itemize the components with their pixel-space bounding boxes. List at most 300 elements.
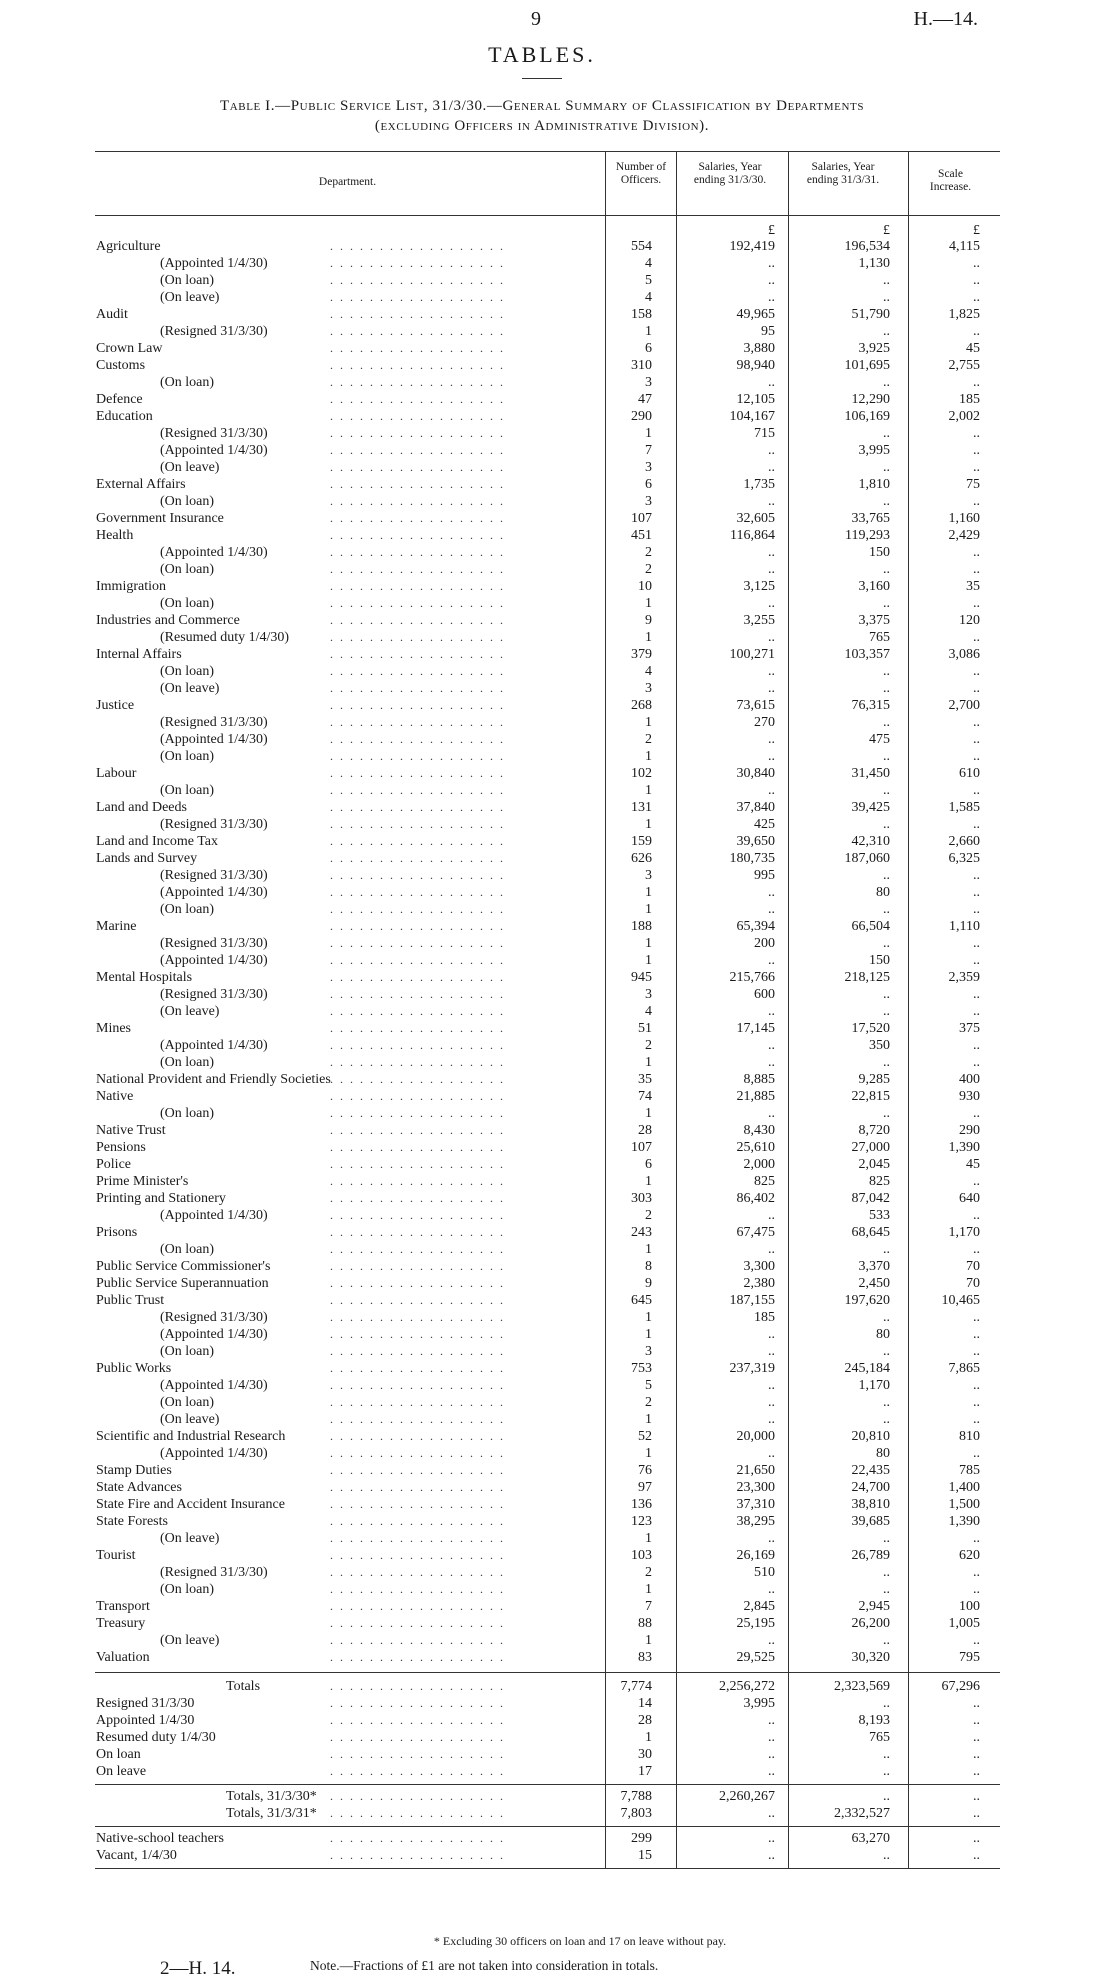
department-name: National Provident and Friendly Societies [96, 1072, 331, 1087]
department-name: Pensions [96, 1140, 146, 1155]
salaries-1930: 3,995 [743, 1696, 775, 1711]
department-name: (On leave) [160, 681, 220, 696]
leader-dots: . . . . . . . . . . . . . . . . . . [330, 1679, 505, 1693]
table-row [0, 374, 1114, 391]
department-name: (Appointed 1/4/30) [160, 545, 268, 560]
salaries-1931: 245,184 [844, 1361, 890, 1376]
currency-symbol: £ [973, 223, 980, 238]
salaries-1931: 66,504 [851, 919, 890, 934]
department-name: Stamp Duties [96, 1463, 172, 1478]
department-name: (On loan) [160, 783, 215, 798]
scale-increase: .. [973, 902, 980, 917]
salaries-1931: 87,042 [851, 1191, 890, 1206]
officers-count: 1 [645, 953, 652, 968]
table-row [0, 731, 1114, 748]
scale-increase: 6,325 [948, 851, 980, 866]
salaries-1930: 26,169 [736, 1548, 775, 1563]
table-row [0, 306, 1114, 323]
officers-count: 51 [638, 1021, 652, 1036]
salaries-1931: 3,925 [858, 341, 890, 356]
department-name: Transport [96, 1599, 150, 1614]
table-row [0, 1564, 1114, 1581]
scale-increase: .. [973, 324, 980, 339]
salaries-1931: 475 [869, 732, 890, 747]
department-name: State Fire and Accident Insurance [96, 1497, 285, 1512]
table-row [0, 1632, 1114, 1649]
column-divider [908, 151, 909, 1868]
officers-count: 1 [645, 715, 652, 730]
department-name: (On leave) [160, 1004, 220, 1019]
salaries-1931: .. [883, 460, 890, 475]
leader-dots: . . . . . . . . . . . . . . . . . . [330, 749, 505, 763]
scale-increase: .. [973, 1055, 980, 1070]
scale-increase: .. [973, 1848, 980, 1863]
leader-dots: . . . . . . . . . . . . . . . . . . [330, 1106, 505, 1120]
department-name: Lands and Survey [96, 851, 198, 866]
salaries-1931: 8,720 [858, 1123, 890, 1138]
scale-increase: .. [973, 1696, 980, 1711]
table-row [0, 867, 1114, 884]
department-name: (Appointed 1/4/30) [160, 885, 268, 900]
department-name: On leave [96, 1764, 147, 1779]
leader-dots: . . . . . . . . . . . . . . . . . . [330, 1157, 505, 1171]
leader-dots: . . . . . . . . . . . . . . . . . . [330, 1480, 505, 1494]
leader-dots: . . . . . . . . . . . . . . . . . . [330, 1259, 505, 1273]
scale-increase: .. [973, 562, 980, 577]
scale-increase: .. [973, 1764, 980, 1779]
column-divider [605, 151, 606, 1868]
salaries-1931: 9,285 [858, 1072, 890, 1087]
officers-count: 1 [645, 1055, 652, 1070]
department-name: Appointed 1/4/30 [96, 1713, 195, 1728]
leader-dots: . . . . . . . . . . . . . . . . . . [330, 596, 505, 610]
salaries-1931: 2,323,569 [834, 1679, 890, 1694]
leader-dots: . . . . . . . . . . . . . . . . . . [330, 1072, 505, 1086]
salaries-1931: .. [883, 1747, 890, 1762]
leader-dots: . . . . . . . . . . . . . . . . . . [330, 494, 505, 508]
leader-dots: . . . . . . . . . . . . . . . . . . [330, 1514, 505, 1528]
officers-count: 28 [638, 1713, 652, 1728]
table-row [0, 935, 1114, 952]
table-row [0, 663, 1114, 680]
leader-dots: . . . . . . . . . . . . . . . . . . [330, 1089, 505, 1103]
salaries-1930: 67,475 [736, 1225, 775, 1240]
scale-increase: .. [973, 1713, 980, 1728]
salaries-1931: 533 [869, 1208, 890, 1223]
scale-increase: 2,429 [948, 528, 980, 543]
salaries-1931: .. [883, 596, 890, 611]
table-row [0, 1394, 1114, 1411]
scale-increase: .. [973, 375, 980, 390]
leader-dots: . . . . . . . . . . . . . . . . . . [330, 698, 505, 712]
salaries-1930: 2,845 [743, 1599, 775, 1614]
table-row [0, 1105, 1114, 1122]
salaries-1931: 3,995 [858, 443, 890, 458]
scale-increase: .. [973, 1395, 980, 1410]
salaries-1930: 2,260,267 [719, 1789, 775, 1804]
table-row [0, 1598, 1114, 1615]
officers-count: 299 [631, 1831, 652, 1846]
leader-dots: . . . . . . . . . . . . . . . . . . [330, 1395, 505, 1409]
scale-increase: .. [973, 817, 980, 832]
officers-count: 310 [631, 358, 652, 373]
print-reference: 2—H. 14. [160, 1958, 236, 1979]
table-row [0, 408, 1114, 425]
officers-count: 6 [645, 477, 652, 492]
scale-increase: 1,160 [948, 511, 980, 526]
scale-increase: .. [973, 1831, 980, 1846]
table-row [0, 1763, 1114, 1780]
extra-rule [95, 1826, 1000, 1827]
table-row [0, 1788, 1114, 1805]
salaries-1931: .. [883, 868, 890, 883]
scale-increase: .. [973, 1208, 980, 1223]
salaries-1931: 103,357 [844, 647, 890, 662]
department-name: Labour [96, 766, 137, 781]
salaries-1930: 2,000 [743, 1157, 775, 1172]
department-name: (Resigned 31/3/30) [160, 1565, 268, 1580]
department-name: (Resigned 31/3/30) [160, 936, 268, 951]
department-name: Government Insurance [96, 511, 224, 526]
salaries-1931: 22,815 [851, 1089, 890, 1104]
leader-dots: . . . . . . . . . . . . . . . . . . [330, 1004, 505, 1018]
officers-count: 626 [631, 851, 652, 866]
leader-dots: . . . . . . . . . . . . . . . . . . [330, 800, 505, 814]
scale-increase: 610 [959, 766, 980, 781]
scale-increase: .. [973, 426, 980, 441]
table-row [0, 1513, 1114, 1530]
officers-count: 3 [645, 375, 652, 390]
table-row [0, 1241, 1114, 1258]
table-row [0, 1326, 1114, 1343]
department-name: (Resigned 31/3/30) [160, 987, 268, 1002]
officers-count: 1 [645, 885, 652, 900]
scale-increase: 70 [966, 1276, 980, 1291]
salaries-1930: .. [768, 1831, 775, 1846]
table-row [0, 782, 1114, 799]
scale-increase: 45 [966, 341, 980, 356]
table-row [0, 1678, 1114, 1695]
leader-dots: . . . . . . . . . . . . . . . . . . [330, 715, 505, 729]
department-name: Resumed duty 1/4/30 [96, 1730, 216, 1745]
leader-dots: . . . . . . . . . . . . . . . . . . [330, 1747, 505, 1761]
leader-dots: . . . . . . . . . . . . . . . . . . [330, 1412, 505, 1426]
salaries-1930: .. [768, 460, 775, 475]
leader-dots: . . . . . . . . . . . . . . . . . . [330, 443, 505, 457]
department-name: State Advances [96, 1480, 182, 1495]
leader-dots: . . . . . . . . . . . . . . . . . . [330, 630, 505, 644]
officers-count: 7,774 [620, 1679, 652, 1694]
salaries-1930: .. [768, 1344, 775, 1359]
salaries-1930: .. [768, 1412, 775, 1427]
table-row [0, 1122, 1114, 1139]
col-header-salaries-1930: Salaries, Year ending 31/3/30. [693, 161, 767, 186]
salaries-1931: 24,700 [851, 1480, 890, 1495]
table-row [0, 1037, 1114, 1054]
salaries-1931: .. [883, 1055, 890, 1070]
officers-count: 243 [631, 1225, 652, 1240]
salaries-1931: .. [883, 783, 890, 798]
officers-count: 2 [645, 562, 652, 577]
leader-dots: . . . . . . . . . . . . . . . . . . [330, 1276, 505, 1290]
scale-increase: 795 [959, 1650, 980, 1665]
scale-increase: .. [973, 732, 980, 747]
department-name: Justice [96, 698, 135, 713]
leader-dots: . . . . . . . . . . . . . . . . . . [330, 970, 505, 984]
leader-dots: . . . . . . . . . . . . . . . . . . [330, 1208, 505, 1222]
leader-dots: . . . . . . . . . . . . . . . . . . [330, 1242, 505, 1256]
salaries-1931: 825 [869, 1174, 890, 1189]
table-row [0, 1054, 1114, 1071]
table-row [0, 1088, 1114, 1105]
document-reference: H.—14. [913, 8, 978, 30]
officers-count: 1 [645, 1327, 652, 1342]
department-name: Resigned 31/3/30 [96, 1696, 195, 1711]
department-name: (On leave) [160, 1633, 220, 1648]
salaries-1931: 197,620 [844, 1293, 890, 1308]
salaries-1931: .. [883, 817, 890, 832]
table-row [0, 748, 1114, 765]
department-name: (Appointed 1/4/30) [160, 953, 268, 968]
department-name: (Resigned 31/3/30) [160, 715, 268, 730]
leader-dots: . . . . . . . . . . . . . . . . . . [330, 1789, 505, 1803]
department-name: (Appointed 1/4/30) [160, 1038, 268, 1053]
table-row [0, 1020, 1114, 1037]
department-name: Crown Law [96, 341, 163, 356]
officers-count: 1 [645, 1730, 652, 1745]
department-name: Health [96, 528, 134, 543]
grand-totals-rule [95, 1784, 1000, 1785]
department-name: Immigration [96, 579, 166, 594]
salaries-1930: .. [768, 596, 775, 611]
table-row [0, 833, 1114, 850]
salaries-1930: 37,840 [736, 800, 775, 815]
table-row [0, 1224, 1114, 1241]
officers-count: 15 [638, 1848, 652, 1863]
table-caption [80, 96, 1004, 136]
department-name: Marine [96, 919, 137, 934]
table-row [0, 1496, 1114, 1513]
scale-increase: 2,700 [948, 698, 980, 713]
salaries-1931: 33,765 [851, 511, 890, 526]
leader-dots: . . . . . . . . . . . . . . . . . . [330, 1616, 505, 1630]
officers-count: 7,788 [620, 1789, 652, 1804]
caption-line-1: Table I.—Public Service List, 31/3/30.—General Summary of Classification by Departments [219, 98, 865, 114]
department-name: Industries and Commerce [96, 613, 240, 628]
department-name: (Appointed 1/4/30) [160, 1446, 268, 1461]
scale-increase: 400 [959, 1072, 980, 1087]
salaries-1930: 8,885 [743, 1072, 775, 1087]
salaries-1931: .. [883, 1344, 890, 1359]
leader-dots: . . . . . . . . . . . . . . . . . . [330, 1191, 505, 1205]
officers-count: 4 [645, 256, 652, 271]
scale-increase: .. [973, 681, 980, 696]
salaries-1930: 215,766 [729, 970, 775, 985]
table-top-rule [95, 151, 1000, 152]
officers-count: 1 [645, 1412, 652, 1427]
leader-dots: . . . . . . . . . . . . . . . . . . [330, 766, 505, 780]
scale-increase: .. [973, 1565, 980, 1580]
table-row [0, 952, 1114, 969]
salaries-1930: 3,880 [743, 341, 775, 356]
officers-count: 103 [631, 1548, 652, 1563]
scale-increase: 1,390 [948, 1514, 980, 1529]
officers-count: 1 [645, 817, 652, 832]
salaries-1930: 100,271 [729, 647, 775, 662]
salaries-1931: 1,810 [858, 477, 890, 492]
salaries-1931: 150 [869, 545, 890, 560]
salaries-1931: .. [883, 1395, 890, 1410]
scale-increase: .. [973, 664, 980, 679]
leader-dots: . . . . . . . . . . . . . . . . . . [330, 1378, 505, 1392]
leader-dots: . . . . . . . . . . . . . . . . . . [330, 732, 505, 746]
salaries-1931: 2,045 [858, 1157, 890, 1172]
salaries-1930: .. [768, 1395, 775, 1410]
officers-count: 554 [631, 239, 652, 254]
salaries-1931: 31,450 [851, 766, 890, 781]
department-name: (On loan) [160, 1106, 215, 1121]
salaries-1930: .. [768, 1764, 775, 1779]
officers-count: 3 [645, 987, 652, 1002]
scale-increase: .. [973, 1344, 980, 1359]
department-name: On loan [96, 1747, 141, 1762]
salaries-1931: .. [883, 324, 890, 339]
salaries-1931: 51,790 [851, 307, 890, 322]
leader-dots: . . . . . . . . . . . . . . . . . . [330, 477, 505, 491]
officers-count: 97 [638, 1480, 652, 1495]
department-name: (On loan) [160, 1395, 215, 1410]
table-row [0, 1712, 1114, 1729]
scale-increase: 620 [959, 1548, 980, 1563]
department-name: (On loan) [160, 1344, 215, 1359]
salaries-1931: 765 [869, 630, 890, 645]
table-row [0, 1411, 1114, 1428]
salaries-1931: .. [883, 1531, 890, 1546]
leader-dots: . . . . . . . . . . . . . . . . . . [330, 1327, 505, 1341]
leader-dots: . . . . . . . . . . . . . . . . . . [330, 426, 505, 440]
salaries-1931: 80 [876, 1446, 890, 1461]
table-row [0, 918, 1114, 935]
scale-increase: .. [973, 1242, 980, 1257]
salaries-1931: 101,695 [844, 358, 890, 373]
officers-count: 645 [631, 1293, 652, 1308]
salaries-1930: 825 [754, 1174, 775, 1189]
department-name: (On loan) [160, 596, 215, 611]
salaries-1930: 32,605 [736, 511, 775, 526]
leader-dots: . . . . . . . . . . . . . . . . . . [330, 1055, 505, 1069]
salaries-1931: .. [883, 1412, 890, 1427]
leader-dots: . . . . . . . . . . . . . . . . . . [330, 936, 505, 950]
salaries-1931: 63,270 [851, 1831, 890, 1846]
col-header-department: Department. [318, 176, 377, 188]
leader-dots: . . . . . . . . . . . . . . . . . . [330, 1497, 505, 1511]
table-row [0, 1581, 1114, 1598]
department-name: (Resigned 31/3/30) [160, 324, 268, 339]
table-row [0, 646, 1114, 663]
officers-count: 30 [638, 1747, 652, 1762]
department-name: Public Works [96, 1361, 172, 1376]
officers-count: 303 [631, 1191, 652, 1206]
salaries-1931: 80 [876, 885, 890, 900]
scale-increase: 185 [959, 392, 980, 407]
officers-count: 3 [645, 494, 652, 509]
officers-count: 1 [645, 1310, 652, 1325]
salaries-1930: .. [768, 783, 775, 798]
scale-increase: 2,002 [948, 409, 980, 424]
table-row [0, 544, 1114, 561]
salaries-1931: 3,370 [858, 1259, 890, 1274]
table-bottom-rule [95, 1868, 1000, 1869]
leader-dots: . . . . . . . . . . . . . . . . . . [330, 953, 505, 967]
salaries-1930: .. [768, 1055, 775, 1070]
department-name: Education [96, 409, 153, 424]
officers-count: 8 [645, 1259, 652, 1274]
scale-increase: .. [973, 1446, 980, 1461]
table-row [0, 884, 1114, 901]
salaries-1931: 1,170 [858, 1378, 890, 1393]
table-row [0, 680, 1114, 697]
salaries-1931: .. [883, 902, 890, 917]
scale-increase: 2,359 [948, 970, 980, 985]
department-name: Customs [96, 358, 146, 373]
salaries-1931: .. [883, 1004, 890, 1019]
scale-increase: .. [973, 936, 980, 951]
leader-dots: . . . . . . . . . . . . . . . . . . [330, 1806, 505, 1820]
table-row [0, 1156, 1114, 1173]
salaries-1930: .. [768, 1038, 775, 1053]
scale-increase: .. [973, 783, 980, 798]
department-name: (On loan) [160, 273, 215, 288]
salaries-1931: .. [883, 664, 890, 679]
leader-dots: . . . . . . . . . . . . . . . . . . [330, 1293, 505, 1307]
leader-dots: . . . . . . . . . . . . . . . . . . [330, 885, 505, 899]
scale-increase: .. [973, 715, 980, 730]
leader-dots: . . . . . . . . . . . . . . . . . . [330, 681, 505, 695]
salaries-1931: .. [883, 749, 890, 764]
leader-dots: . . . . . . . . . . . . . . . . . . [330, 1730, 505, 1744]
salaries-1930: 715 [754, 426, 775, 441]
table-row [0, 391, 1114, 408]
scale-increase: .. [973, 749, 980, 764]
leader-dots: . . . . . . . . . . . . . . . . . . [330, 324, 505, 338]
officers-count: 14 [638, 1696, 652, 1711]
salaries-1931: 17,520 [851, 1021, 890, 1036]
leader-dots: . . . . . . . . . . . . . . . . . . [330, 528, 505, 542]
officers-count: 5 [645, 273, 652, 288]
scale-increase: .. [973, 1633, 980, 1648]
salaries-1930: 98,940 [736, 358, 775, 373]
leader-dots: . . . . . . . . . . . . . . . . . . [330, 613, 505, 627]
salaries-1930: 3,300 [743, 1259, 775, 1274]
salaries-1930: 192,419 [729, 239, 775, 254]
salaries-1930: 200 [754, 936, 775, 951]
officers-count: 6 [645, 341, 652, 356]
scale-increase: .. [973, 1582, 980, 1597]
department-name: Vacant, 1/4/30 [96, 1848, 177, 1863]
salaries-1930: .. [768, 1378, 775, 1393]
caption-line-2: (excluding Officers in Administrative Division). [374, 118, 710, 134]
department-name: Tourist [96, 1548, 136, 1563]
leader-dots: . . . . . . . . . . . . . . . . . . [330, 851, 505, 865]
scale-increase: 640 [959, 1191, 980, 1206]
salaries-1930: .. [768, 1633, 775, 1648]
officers-count: 7 [645, 443, 652, 458]
salaries-1930: 3,125 [743, 579, 775, 594]
scale-increase: 1,005 [948, 1616, 980, 1631]
table-row [0, 1258, 1114, 1275]
salaries-1931: 76,315 [851, 698, 890, 713]
leader-dots: . . . . . . . . . . . . . . . . . . [330, 392, 505, 406]
